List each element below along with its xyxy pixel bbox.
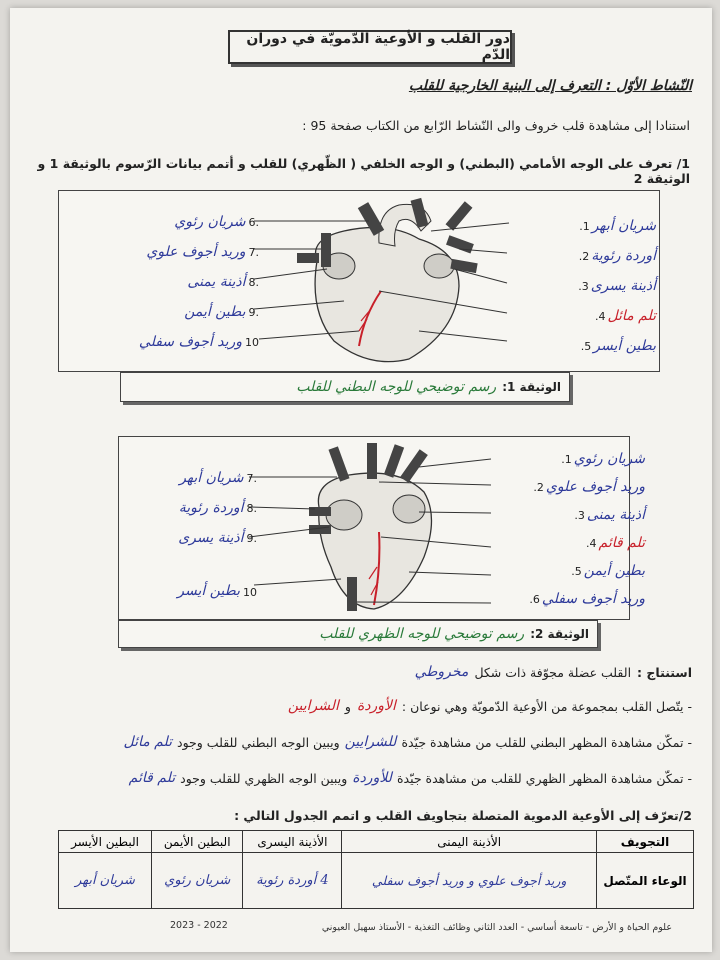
question-2: 2/تعرّف إلى الأوعية الدموية المتصلة بتجاويف القلب و اتمم الجدول التالي : (234, 808, 692, 823)
doc2-label-8: أوردة رئوية 8. (178, 500, 257, 516)
table-cell-left-atrium: 4 أوردة رئوية (243, 853, 342, 909)
doc2-caption: الوثيقة 2: رسم توضيحي للوجه الظهري للقلب (118, 620, 598, 648)
doc1-label-3: 3. أذينة يسرى (578, 278, 656, 294)
doc1-label-6: شريان رئوي 6. (174, 214, 259, 230)
table-header-left-ventricle: البطين الأيسر (59, 831, 152, 853)
doc2-label-9: أذينة يسرى 9. (178, 530, 257, 546)
doc2-figure (118, 436, 645, 620)
doc2-label-4: 4. تلم قائم (586, 535, 645, 551)
doc2-label-10: بطين أيسر 10 (177, 583, 257, 599)
doc1-label-9: بطين أيمن 9. (184, 304, 259, 320)
table-header-right-atrium: الأذينة اليمنى (342, 831, 597, 853)
table-row (59, 853, 694, 909)
page-title: دور القلب و الأوعية الدّمويّة في دوران الدّم (228, 30, 512, 64)
doc1-left-labels (99, 207, 259, 357)
footer-year: 2023 - 2022 (170, 920, 228, 931)
conclusion-line-3: - تمكّن مشاهدة المظهر البطني للقلب من مشاهدة جيّدة للشرايين ويبين الوجه البطني للقلب وجود تلم مائل (123, 734, 692, 750)
conclusion-line-1: استنتاج : القلب عضلة مجوّفة ذات شكل مخروطي (414, 664, 692, 680)
doc2-label-7: شريان أبهر 7. (179, 470, 257, 486)
intro-text: استنادا إلى مشاهدة قلب خروف والى النّشاط الرّابع من الكتاب صفحة 95 : (302, 118, 690, 133)
table-header-row (59, 831, 694, 853)
doc2-label-2: 2. وريد أجوف علوي (533, 479, 645, 495)
worksheet-page (10, 8, 712, 952)
vessels-table (58, 830, 694, 909)
activity-title: النّشاط الأوّل : التعرف إلى البنية الخارجية للقلب (408, 78, 692, 94)
doc2-label-1: 1. شريان رئوي (561, 451, 645, 467)
doc1-label-10: وريد أجوف سفلي 10 (138, 334, 259, 350)
table-cell-left-ventricle: شريان أبهر (59, 853, 152, 909)
table-cell-right-ventricle: شريان رئوي (152, 853, 243, 909)
table-header-right-ventricle: البطين الأيمن (152, 831, 243, 853)
doc2-right-labels (495, 445, 645, 613)
table-header-cavity: التجويف (597, 831, 694, 853)
doc1-figure (58, 190, 660, 372)
question-1: 1/ تعرف على الوجه الأمامي (البطني) و الوجه الخلفي ( الظّهري) للقلب و أتمم بيانات الرّسوم بالوثيقة 1 و الوثيقة 2 (37, 156, 690, 186)
doc1-label-7: وريد أجوف علوي 7. (146, 244, 259, 260)
table-header-left-atrium: الأذينة اليسرى (243, 831, 342, 853)
conclusion-line-4: - تمكّن مشاهدة المظهر الظهري للقلب من مشاهدة جيّدة للأوردة ويبين الوجه الظهري للقلب وجود تلم قائم (128, 770, 692, 786)
doc2-label-3: 3. أذينة يمنى (574, 507, 645, 523)
doc1-label-5: 5. بطين أيسر (580, 338, 656, 354)
table-row-label: الوعاء المتّصل (597, 853, 694, 909)
footer-subject: علوم الحياة و الأرض - تاسعة أساسي - العدد الثاني وظائف التغذية - الأستاذ سهيل العيوني (321, 922, 672, 933)
doc1-right-labels (511, 211, 656, 361)
doc1-label-2: 2. أوردة رئوية (578, 248, 656, 264)
doc1-label-4: 4. تلم مائل (594, 308, 656, 324)
conclusion-line-2: - يتّصل القلب بمجموعة من الأوعية الدّمويّة وهي نوعان : الأوردة و الشرايين (287, 698, 692, 714)
doc1-label-8: أذينة يمنى 8. (187, 274, 259, 290)
table-cell-right-atrium: وريد أجوف علوي و وريد أجوف سفلي (342, 853, 597, 909)
doc1-label-1: 1. شريان أبهر (579, 218, 656, 234)
doc1-caption: الوثيقة 1: رسم توضيحي للوجه البطني للقلب (120, 372, 570, 402)
doc2-label-5: 5. بطين أيمن (571, 563, 645, 579)
doc2-left-labels (57, 463, 257, 599)
doc2-label-6: 6. وريد أجوف سفلي (529, 591, 645, 607)
